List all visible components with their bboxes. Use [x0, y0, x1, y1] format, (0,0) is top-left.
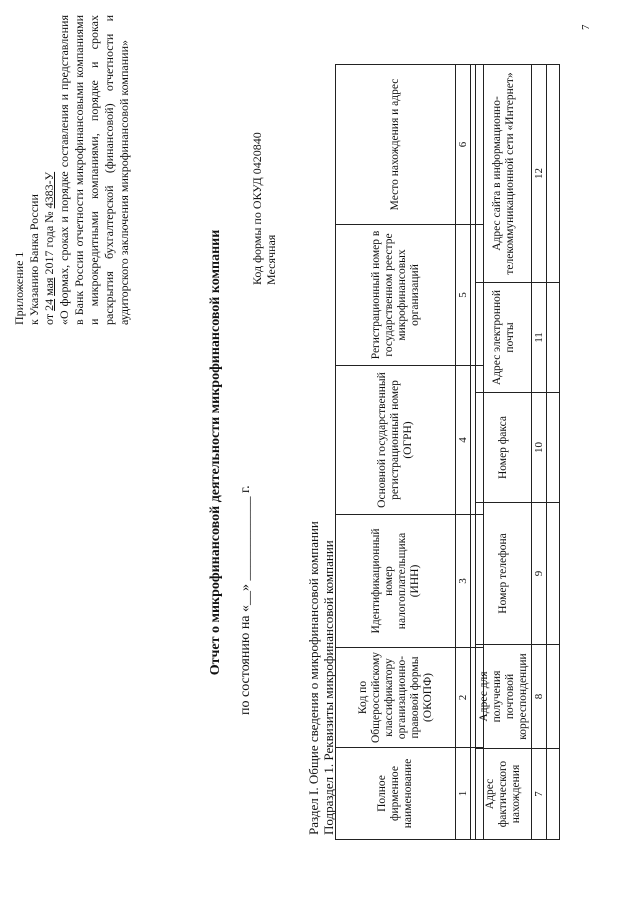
table2-empty-cell: [547, 283, 560, 393]
table1-number-row: [456, 65, 471, 840]
table2-header-cell: Адрес электронной почты: [476, 283, 532, 393]
appendix-line-2: от 24 мая 2017 года № 4383-У: [42, 171, 56, 325]
directive-month: мая: [42, 277, 56, 296]
table1-header-row: [336, 65, 456, 840]
appendix-description: «О формах, сроках и порядке составления и представления в Банк России отчетности микрофинансовыми компаниями и микрокредитными компаниями, порядке и сроках раскрытия бухгалтерской (финансовой) отчетности и аудиторского заключения микрофинансовой компании»: [57, 15, 131, 325]
okud-code: Код формы по ОКУД 0420840: [250, 132, 264, 285]
table1-header-cell: Полное фирменное наименование: [336, 748, 456, 840]
table2-col-number: 10: [532, 393, 547, 503]
table1-col-number: 6: [456, 65, 471, 225]
directive-day: 24: [42, 298, 56, 311]
table1-col-number: 1: [456, 748, 471, 840]
table1-col-number: 4: [456, 366, 471, 515]
table1-header-cell: Основной государственный регистрационный номер (ОГРН): [336, 366, 456, 515]
table2-col-number: 11: [532, 283, 547, 393]
section-headings: [306, 521, 336, 835]
table2-empty-cell: [547, 65, 560, 283]
table2-col-number: 12: [532, 65, 547, 283]
table1-header-cell: Идентификационный номер налогоплательщика (ИНН): [336, 515, 456, 648]
table2-col-number: 9: [532, 503, 547, 645]
table1-col-number: 3: [456, 515, 471, 648]
report-date-line: по состоянию на «__» ____________ г.: [238, 485, 253, 715]
page-number: 7: [580, 24, 592, 30]
table2-empty-cell: [547, 749, 560, 840]
table2-header-cell: Адрес фактического нахождения: [476, 749, 532, 840]
appendix-line-1: к Указанию Банка России: [27, 194, 41, 325]
table2-header-cell: Номер факса: [476, 393, 532, 503]
section-title: Раздел I. Общие сведения о микрофинансовой компании: [306, 521, 321, 835]
table2-header-cell: Адрес для получения почтовой корреспонденции: [476, 645, 532, 749]
table2-header-cell: Адрес сайта в информационно-телекоммуникационной сети «Интернет»: [476, 65, 532, 283]
appendix-title: Приложение 1: [12, 251, 26, 325]
table1-col-number: 5: [456, 225, 471, 366]
table2-empty-cell: [547, 645, 560, 749]
form-code-block: [250, 132, 278, 285]
table1-header-cell: Место нахождения и адрес: [336, 65, 456, 225]
table1-header-cell: Код по Общероссийскому классификатору организационно-правовой формы (ОКОПФ): [336, 648, 456, 748]
table2-empty-cell: [547, 393, 560, 503]
table2-header-cell: Номер телефона: [476, 503, 532, 645]
requisites-table-2: [475, 64, 560, 840]
directive-number: 4383-У: [42, 171, 56, 209]
table2-empty-row: [547, 65, 560, 840]
table2-header-row: [476, 65, 532, 840]
periodicity: Месячная: [264, 234, 278, 285]
appendix-block: [12, 15, 132, 325]
report-title: Отчет о микрофинансовой деятельности микрофинансовой компании: [208, 229, 223, 676]
table2-number-row: [532, 65, 547, 840]
table2-col-number: 8: [532, 645, 547, 749]
subsection-title: Подраздел 1. Реквизиты микрофинансовой компании: [321, 540, 336, 835]
table1-header-cell: Регистрационный номер в государственном реестре микрофинансовых организаций: [336, 225, 456, 366]
requisites-table-1: [335, 64, 484, 840]
table2-empty-cell: [547, 503, 560, 645]
table2-col-number: 7: [532, 749, 547, 840]
table1-col-number: 2: [456, 648, 471, 748]
